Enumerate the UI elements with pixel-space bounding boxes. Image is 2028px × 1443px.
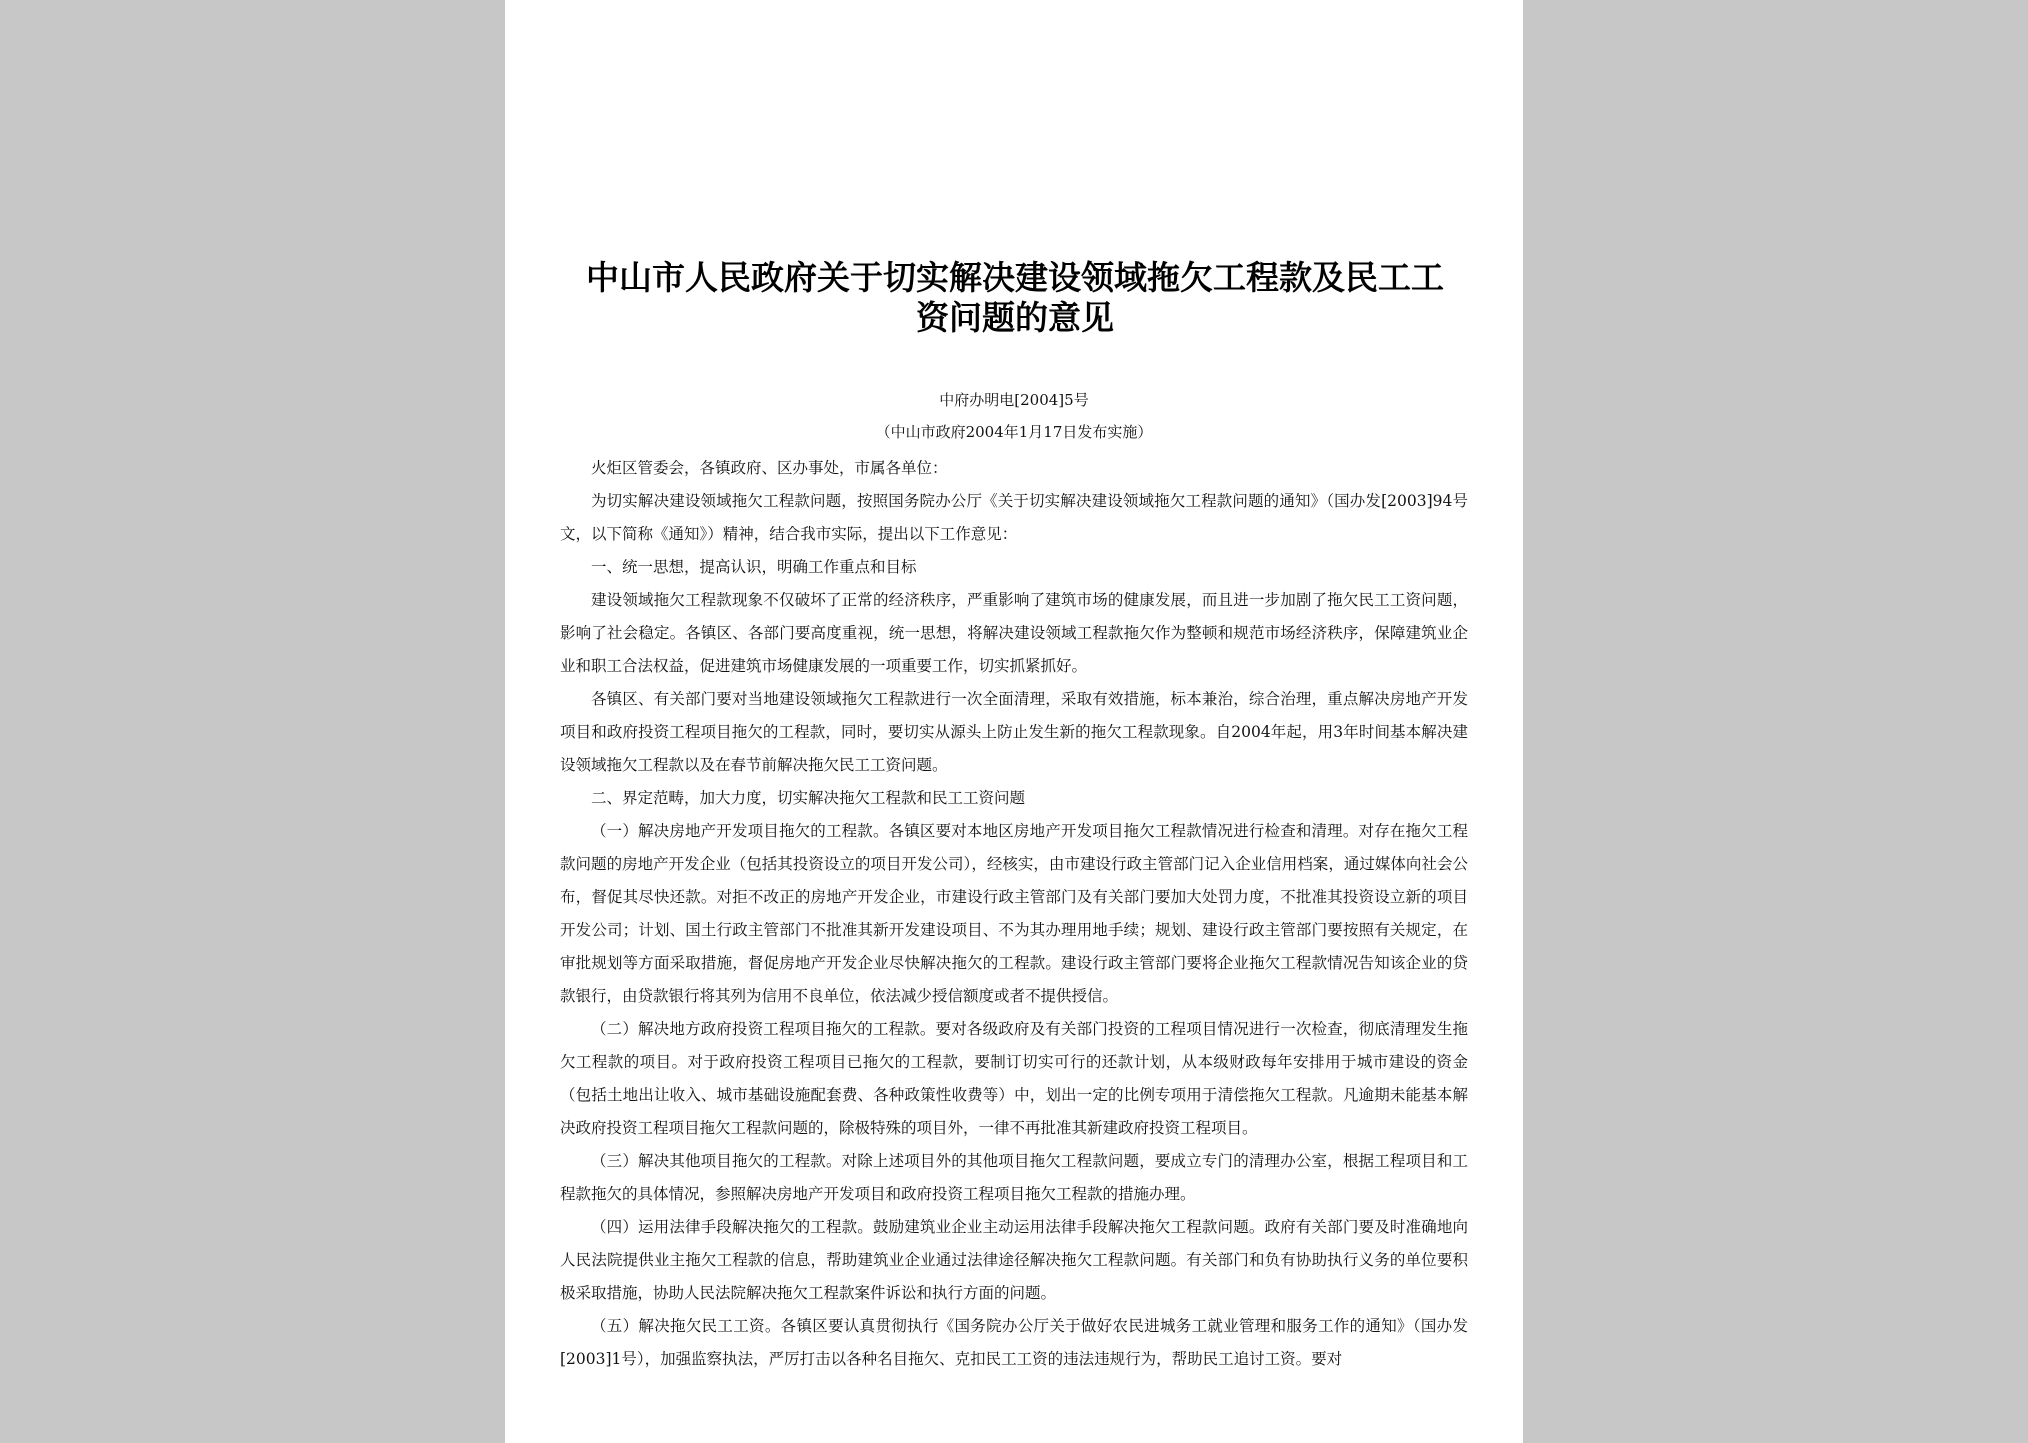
document-number: 中府办明电[2004]5号 <box>939 391 1089 409</box>
section-heading: 二、界定范畴，加大力度，切实解决拖欠工程款和民工工资问题 <box>591 789 1026 807</box>
paragraph: 为切实解决建设领域拖欠工程款问题，按照国务院办公厅《关于切实解决建设领域拖欠工程款问题的通知》（国办发[2003]94号文，以下简称《通知》）精神，结合我市实际，提出以下工作意见： <box>560 492 1468 543</box>
paragraph: （二）解决地方政府投资工程项目拖欠的工程款。要对各级政府及有关部门投资的工程项目情况进行一次检查，彻底清理发生拖欠工程款的项目。对于政府投资工程项目已拖欠的工程款，要制订切实可行的还款计划，从本级财政每年安排用于城市建设的资金（包括土地出让收入、城市基础设施配套费、各种政策性收费等）中，划出一定的比例专项用于清偿拖欠工程款。凡逾期未能基本解决政府投资工程项目拖欠工程款问题的，除极特殊的项目外，一律不再批准其新建政府投资工程项目。 <box>560 1020 1468 1137</box>
paragraph: （三）解决其他项目拖欠的工程款。对除上述项目外的其他项目拖欠工程款问题，要成立专门的清理办公室，根据工程项目和工程款拖欠的具体情况，参照解决房地产开发项目和政府投资工程项目拖欠工程款的措施办理。 <box>560 1152 1468 1203</box>
paragraph: （五）解决拖欠民工工资。各镇区要认真贯彻执行《国务院办公厅关于做好农民进城务工就业管理和服务工作的通知》（国办发[2003]1号），加强监察执法，严厉打击以各种名目拖欠、克扣民工工资的违法违规行为，帮助民工追讨工资。要对 <box>560 1317 1468 1368</box>
paragraph: 各镇区、有关部门要对当地建设领域拖欠工程款进行一次全面清理，采取有效措施，标本兼治，综合治理，重点解决房地产开发项目和政府投资工程项目拖欠的工程款，同时，要切实从源头上防止发生新的拖欠工程款现象。自2004年起，用3年时间基本解决建设领域拖欠工程款以及在春节前解决拖欠民工工资问题。 <box>560 690 1468 774</box>
paragraph: （四）运用法律手段解决拖欠的工程款。鼓励建筑业企业主动运用法律手段解决拖欠工程款问题。政府有关部门要及时准确地向人民法院提供业主拖欠工程款的信息，帮助建筑业企业通过法律途径解决拖欠工程款问题。有关部门和负有协助执行义务的单位要积极采取措施，协助人民法院解决拖欠工程款案件诉讼和执行方面的问题。 <box>560 1218 1468 1302</box>
issue-date-note: （中山市政府2004年1月17日发布实施） <box>875 423 1153 441</box>
document-body <box>560 452 1468 1376</box>
paragraph: （一）解决房地产开发项目拖欠的工程款。各镇区要对本地区房地产开发项目拖欠工程款情况进行检查和清理。对存在拖欠工程款问题的房地产开发企业（包括其投资设立的项目开发公司），经核实，由市建设行政主管部门记入企业信用档案，通过媒体向社会公布，督促其尽快还款。对拒不改正的房地产开发企业，市建设行政主管部门及有关部门要加大处罚力度，不批准其投资设立新的项目开发公司；计划、国土行政主管部门不批准其新开发建设项目、不为其办理用地手续；规划、建设行政主管部门要按照有关规定，在审批规划等方面采取措施，督促房地产开发企业尽快解决拖欠的工程款。建设行政主管部门要将企业拖欠工程款情况告知该企业的贷款银行，由贷款银行将其列为信用不良单位，依法减少授信额度或者不提供授信。 <box>560 822 1468 1005</box>
salutation: 火炬区管委会，各镇政府、区办事处，市属各单位： <box>591 459 948 477</box>
document-title: 中山市人民政府关于切实解决建设领域拖欠工程款及民工工资问题的意见 <box>586 258 1444 337</box>
section-heading: 一、统一思想，提高认识，明确工作重点和目标 <box>591 558 917 576</box>
document-page <box>505 0 1523 1443</box>
paragraph: 建设领域拖欠工程款现象不仅破坏了正常的经济秩序，严重影响了建筑市场的健康发展，而且进一步加剧了拖欠民工工资问题，影响了社会稳定。各镇区、各部门要高度重视，统一思想，将解决建设领域工程款拖欠作为整顿和规范市场经济秩序，保障建筑业企业和职工合法权益，促进建筑市场健康发展的一项重要工作，切实抓紧抓好。 <box>560 591 1468 675</box>
